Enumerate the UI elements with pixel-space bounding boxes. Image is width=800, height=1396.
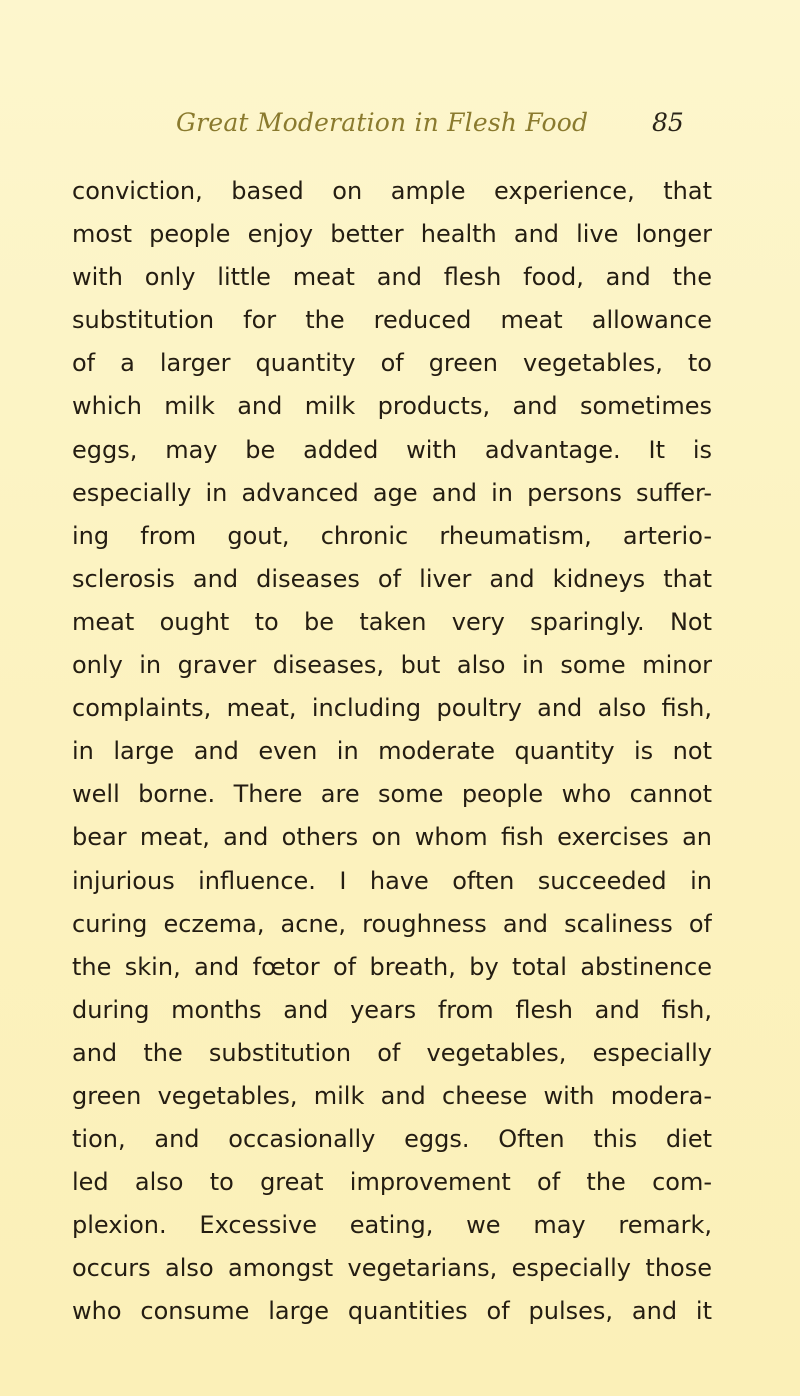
text-line: substitution for the reduced meat allowance (72, 306, 712, 335)
text-line: conviction, based on ample experience, that (72, 177, 712, 205)
text-line: in large and even in moderate quantity is not (72, 737, 712, 766)
text-line: green vegetables, milk and cheese with modera- (72, 1081, 712, 1110)
text-line: meat ought to be taken very sparingly. Not (72, 607, 712, 636)
running-title: Great Moderation in Flesh Food (176, 108, 589, 137)
text-line: and the substitution of vegetables, especially (72, 1038, 712, 1067)
text-line: bear meat, and others on whom fish exercises an (72, 823, 712, 852)
text-line: tion, and occasionally eggs. Often this diet (72, 1125, 712, 1154)
text-line: who consume large quantities of pulses, and it (72, 1297, 712, 1326)
text-line: during months and years from flesh and fish, (72, 995, 712, 1024)
text-line: ing from gout, chronic rheumatism, arterio- (72, 521, 712, 550)
text-line: injurious influence. I have often succeeded in (72, 866, 712, 895)
text-line: eggs, may be added with advantage. It is (72, 435, 712, 464)
running-head (0, 108, 800, 148)
text-line: of a larger quantity of green vegetables, to (72, 349, 712, 378)
text-line: plexion. Excessive eating, we may remark, (72, 1211, 712, 1240)
text-line: sclerosis and diseases of liver and kidneys that (72, 564, 712, 593)
text-line: especially in advanced age and in persons suffer- (72, 478, 712, 507)
text-line: led also to great improvement of the com- (72, 1168, 712, 1197)
text-line: only in graver diseases, but also in some minor (72, 651, 712, 680)
text-line: occurs also amongst vegetarians, especially those (72, 1254, 712, 1283)
text-line: the skin, and fœtor of breath, by total abstinence (72, 952, 712, 981)
page-number: 85 (652, 108, 684, 137)
text-line: well borne. There are some people who cannot (72, 780, 712, 809)
body-paragraph (72, 170, 712, 1334)
text-line: with only little meat and flesh food, and the (72, 263, 712, 292)
text-line: which milk and milk products, and sometimes (72, 392, 712, 421)
text-line: complaints, meat, including poultry and also fish, (72, 694, 712, 723)
text-line: curing eczema, acne, roughness and scaliness of (72, 909, 712, 938)
text-line: most people enjoy better health and live longer (72, 220, 712, 249)
